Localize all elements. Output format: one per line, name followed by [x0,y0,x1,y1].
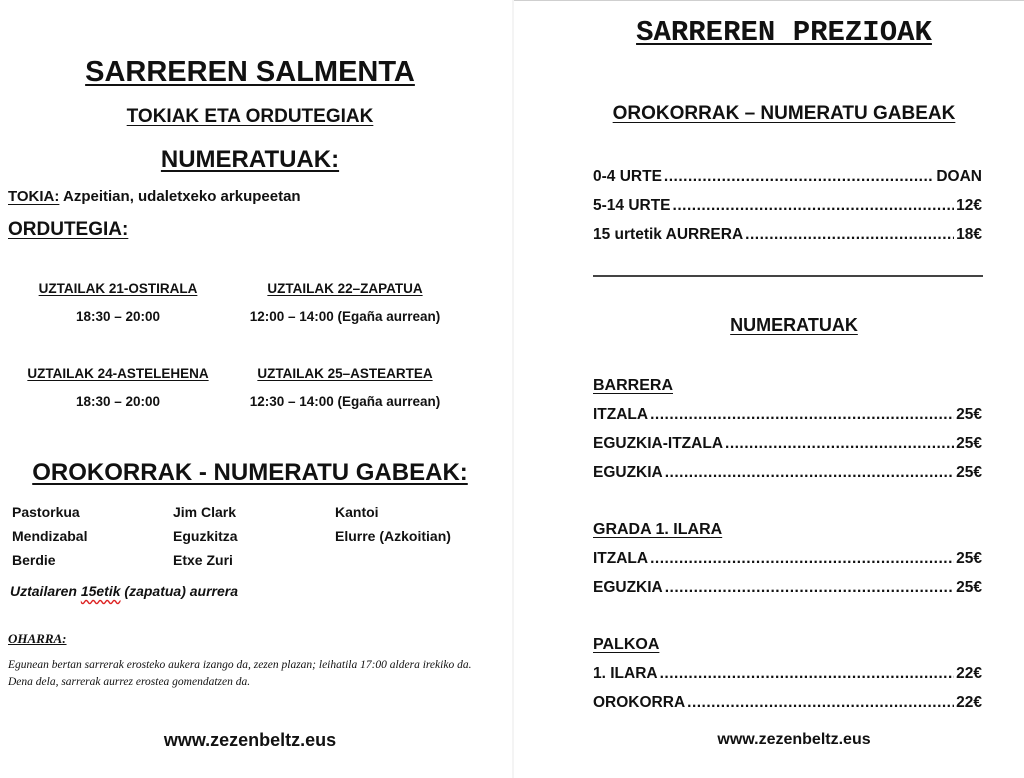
leader-dots [673,197,955,215]
leader-dots [664,168,934,186]
price-row [593,579,982,597]
price-value: 12€ [956,197,982,214]
from-date-mark: 15etik [80,583,121,599]
schedule-item [8,281,228,324]
numbered-prices-heading: NUMERATUAK [730,315,858,335]
price-row [593,665,982,683]
leader-dots [745,226,954,244]
price-label: OROKORRA [593,694,686,711]
price-row [593,168,982,186]
price-value: 25€ [956,406,982,423]
schedule-time: 12:00 – 14:00 (Egaña aurrean) [249,309,441,324]
website-footer-left: www.zezenbeltz.eus [163,730,337,750]
price-label: ITZALA [593,550,649,567]
from-date-note [10,583,238,599]
schedule-day: UZTAILAK 25–ASTEARTEA [257,366,433,381]
leader-dots [665,464,954,482]
price-row [593,694,982,712]
price-label: EGUZKIA-ITZALA [593,435,724,452]
schedule-time: 12:30 – 14:00 (Egaña aurrean) [249,394,441,409]
location-line [8,188,301,205]
schedule-day: UZTAILAK 21-OSTIRALA [38,281,198,296]
general-heading: OROKORRAK - NUMERATU GABEAK: [32,459,468,486]
price-row [593,435,982,453]
price-value: 25€ [956,435,982,452]
note-label: OHARRA: [8,631,67,646]
prices-title: SARREREN PREZIOAK [636,16,932,49]
schedule-item [8,366,228,409]
schedule-item [235,281,455,324]
price-value: 22€ [956,694,982,711]
schedule-day: UZTAILAK 22–ZAPATUA [267,281,423,296]
leader-dots [687,694,954,712]
place-item: Berdie [12,552,56,568]
sales-title: SARREREN SALMENTA [85,56,415,88]
price-label: EGUZKIA [593,464,663,481]
price-row [593,197,982,215]
schedule-time: 18:30 – 20:00 [75,394,161,409]
numbered-heading: NUMERATUAK: [160,146,340,173]
location-value: Azpeitian, udaletxeko arkupeetan [63,188,301,205]
price-row [593,550,982,568]
website-footer-right: www.zezenbeltz.eus [717,731,871,748]
leader-dots [725,435,954,453]
places-schedule-subtitle: TOKIAK ETA ORDUTEGIAK [126,106,374,127]
place-item: Eguzkitza [173,528,238,544]
price-label: 0-4 URTE [593,168,662,185]
schedule-time: 18:30 – 20:00 [75,309,161,324]
schedule-day: UZTAILAK 24-ASTELEHENA [27,366,209,381]
general-prices-heading: OROKORRAK – NUMERATU GABEAK [612,103,956,124]
note-text: Egunean bertan sarrerak erosteko aukera izango da, zezen plazan; leihatila 17:00 aldera irekiko da. Dena dela, sarrerak aurrez erostea gomendatzen da. [8,659,472,688]
price-row [593,406,982,424]
price-value: 25€ [956,579,982,596]
price-row [593,464,982,482]
price-value: 18€ [956,226,982,243]
price-value: DOAN [936,168,982,185]
schedule-label: ORDUTEGIA: [8,219,129,240]
place-item: Pastorkua [12,504,80,520]
price-value: 25€ [956,464,982,481]
section-divider [593,275,983,277]
leader-dots [650,550,954,568]
place-item: Mendizabal [12,528,88,544]
schedule-item [235,366,455,409]
section-heading-palkoa: PALKOA [593,636,660,653]
leader-dots [660,665,955,683]
price-row [593,226,982,244]
from-date-suffix: (zapatua) aurrera [120,583,238,599]
price-label: 5-14 URTE [593,197,671,214]
leader-dots [665,579,954,597]
leader-dots [650,406,954,424]
price-value: 25€ [956,550,982,567]
location-label: TOKIA: [8,188,60,205]
place-item: Jim Clark [173,504,237,520]
from-date-prefix: Uztailaren [10,583,81,599]
price-label: ITZALA [593,406,649,423]
place-item: Elurre (Azkoitian) [335,528,451,544]
place-item: Etxe Zuri [173,552,233,568]
section-heading-barrera: BARRERA [593,377,673,394]
section-heading-grada: GRADA 1. ILARA [593,521,723,538]
price-label: 15 urtetik AURRERA [593,226,744,243]
place-item: Kantoi [335,504,379,520]
price-label: EGUZKIA [593,579,663,596]
price-label: 1. ILARA [593,665,658,682]
price-value: 22€ [956,665,982,682]
